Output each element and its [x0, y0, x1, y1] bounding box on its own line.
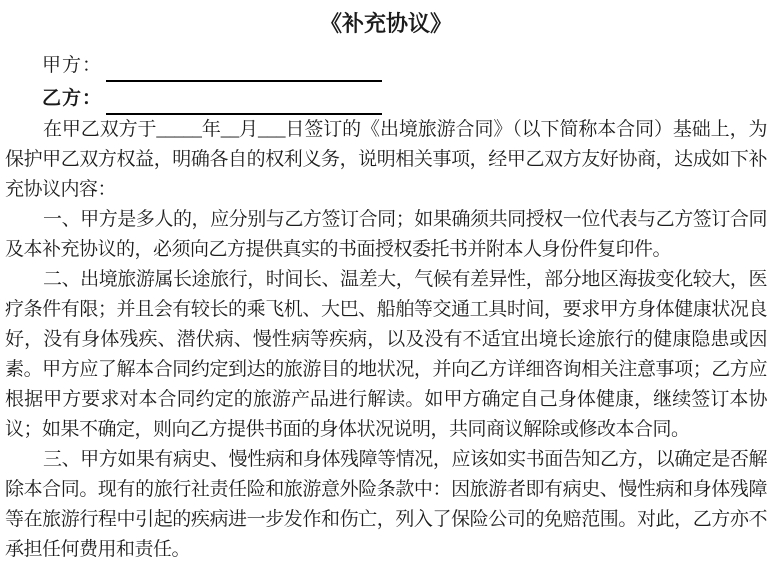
party-b-fill-in-blank[interactable]: [106, 91, 382, 115]
party-b-label: 乙方：: [42, 88, 103, 109]
party-b-row: [42, 82, 767, 115]
clause-1-paragraph: 一、甲方是多人的，应分别与乙方签订合同；如果确须共同授权一位代表与乙方签订合同及本补充协议的，必须向乙方提供真实的书面授权委托书并附本人身份件复印件。: [5, 209, 767, 260]
clause-3-paragraph: 三、甲方如果有病史、慢性病和身体残障等情况，应该如实书面告知乙方，以确定是否解除本合同。现有的旅行社责任险和旅游意外险条款中：因旅游者即有病史、慢性病和身体残障等在旅游行程中引起的疾病进一步发作和伤亡，列入了保险公司的免赔范围。对此，乙方亦不承担任何费用和责任。: [5, 449, 767, 560]
party-a-fill-in-blank[interactable]: [106, 58, 382, 82]
clause-2-paragraph: 二、出境旅游属长途旅行，时间长、温差大，气候有差异性，部分地区海拔变化较大，医疗条件有限；并且会有较长的乘飞机、大巴、船舶等交通工具时间，要求甲方身体健康状况良好，没有身体残疾、潜伏病、慢性病等疾病，以及没有不适宜出境长途旅行的健康隐患或因素。甲方应了解本合同约定到达的旅游目的地状况，并向乙方详细咨询相关注意事项；乙方应根据甲方要求对本合同约定的旅游产品进行解读。如甲方确定自己身体健康，继续签订本协议；如果不确定，则向乙方提供书面的身体状况说明，共同商议解除或修改本合同。: [5, 269, 767, 440]
party-a-label: 甲方：: [42, 55, 103, 76]
document-title: 《补充协议》: [319, 11, 452, 36]
intro-paragraph: 在甲乙双方于_____年__月___日签订的《出境旅游合同》（以下简称本合同）基础上，为保护甲乙双方权益，明确各自的权利义务，说明相关事项，经甲乙双方友好协商，达成如下补充协议内容：: [5, 119, 767, 200]
party-a-row: [42, 49, 767, 82]
